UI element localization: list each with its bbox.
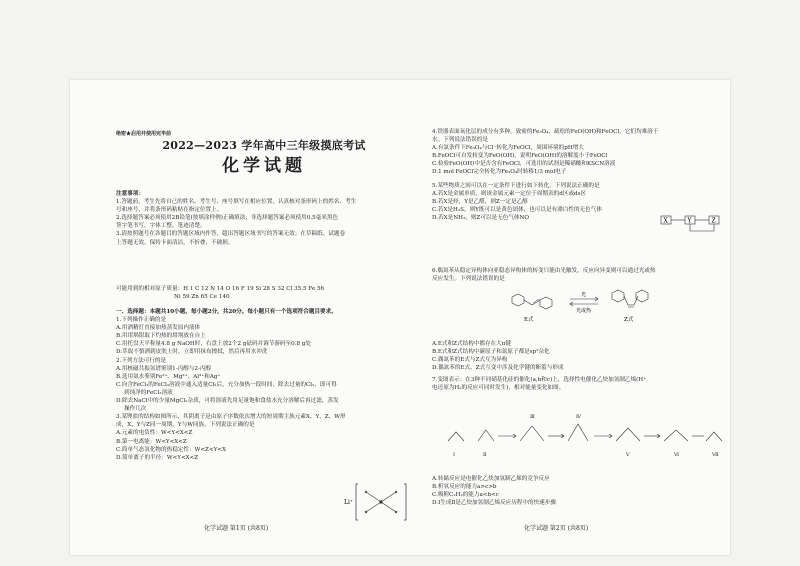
- note-line: 签字笔书写，字体工整、笔迹清楚。: [116, 223, 206, 230]
- question-line: 操作几次: [124, 406, 147, 413]
- atomic-mass-line: Ni 59 Zn 65 Ce 140: [174, 294, 230, 301]
- question-line: D.萃取不慎洒到皮肤上时，立即用抹布擦拭，然后再用水冲洗: [116, 349, 268, 356]
- question-line: B.选用氨水鉴别Fe²⁺、Mg²⁺、Al³⁺和Ag⁺: [116, 373, 221, 380]
- z-isomer-label: Z式: [624, 317, 634, 323]
- conversion-flow: [660, 214, 724, 234]
- flow-z: Z: [711, 217, 716, 225]
- page-footer-left: 化学试题 第1页 (共8页): [204, 525, 269, 532]
- option-line: C.偶氮苯的E式与Z式互为异构: [432, 357, 508, 364]
- azobenzene-diagram: [502, 285, 682, 335]
- question-7-options: [432, 475, 730, 507]
- question-line: C.向含FeCl₂的FeCl₃溶液中通入适量Cl₂后，充分加热一段时间，除去过量的Cl₂，即可得: [116, 381, 337, 388]
- option-line: D.1 mol FeOCl完全转化为Fe₃O₄时转移1/3 mol电子: [432, 169, 567, 176]
- question-line: 反应发生。下列说法错误的是: [432, 276, 505, 283]
- exam-sheet: [70, 80, 730, 555]
- question-line: B.第一电离能：W<Y<X<Z: [116, 438, 187, 445]
- flow-y: Y: [687, 217, 692, 225]
- question-line: 水。下列说法错误的是: [432, 137, 488, 144]
- question-line: 电还原为H₂的反应可同时发生)，相对能量变化如图。: [432, 385, 565, 392]
- section-one: [116, 308, 412, 462]
- option-line: D.偶氮苯的E式、Z式互变中涉及化学键的断裂与形成: [432, 365, 564, 372]
- option-line: D.Ⅰ生成Ⅱ是乙炔加氢制乙烯反应历程中的快速步骤: [432, 500, 556, 507]
- note-line: 上答题无效。保持卡面清洁，不折叠、不破损。: [116, 239, 234, 246]
- step-label: Ⅱ: [483, 452, 487, 458]
- step-label: Ⅶ: [712, 452, 719, 458]
- option-line: C.吸附C₂H₂的能力a<b<c: [432, 492, 499, 499]
- step-label: Ⅵ: [674, 452, 680, 458]
- lithium-salt-structure: [344, 480, 414, 524]
- question-line: 3.某锂盐的结构如图所示，其阴离子是由原子序数依次增大的短周期主族元素X、Y、Z、W形: [116, 414, 346, 421]
- question-line: 1.下列操作正确的是: [116, 317, 167, 324]
- question-line: D.除去NaCl中的少量MgCl₂杂质，可将溶液先用足量饱和食盐水充分溶解后再过滤，蒸发: [116, 398, 339, 405]
- atomic-masses: [116, 285, 412, 301]
- note-line: 3.请按照题号在各题目的答题区域内作答，超出答题区域书写的答案无效；在草稿纸、试题卷: [116, 231, 346, 238]
- notes: [116, 190, 412, 247]
- step-label: Ⅲ: [530, 414, 535, 420]
- question-4: [432, 128, 730, 177]
- subject-title: 化学试题: [222, 156, 306, 176]
- note-line: 1.答题前，考生先将自己的姓名、考生号、座号填写在相应位置，认真核对条形码上的姓名、考生: [116, 199, 357, 206]
- question-line: C.简单气态氢化物的热稳定性：W<Z<Y<X: [116, 446, 226, 453]
- step-label: Ⅳ: [576, 414, 581, 420]
- step-label: Ⅴ: [626, 452, 630, 458]
- note-line: 号和座号，并将条形码粘贴在指定位置上。: [116, 207, 223, 214]
- question-line: 2.下列方法可行的是: [116, 357, 167, 364]
- question-line: D.简单离子的半径：W<Y<X<Z: [116, 454, 199, 461]
- question-line: 5.某些物质之间可以在一定条件下进行如下转化，下列说法正确的是: [432, 183, 600, 189]
- option-line: B.FeOCl可自发转变为FeO(OH)，说明FeO(OH)的溶解度小于FeOCl: [432, 153, 608, 160]
- option-line: A.转储反应是电催化乙炔加氢制乙烯的竞争反应: [432, 476, 550, 482]
- question-line: 成，X、Y与Z同一周期，Y与W同族。下列说法正确的是: [116, 422, 255, 429]
- option-line: C.检验FeO(OH)中是否含有FeOCl，可选用的试剂是稀硝酸和KSCN溶液: [432, 161, 616, 168]
- question-line: 7.变图表示：在3种不同硝基化硅的催化(a,b和c)上，选择性电催化乙炔加氢制乙烯(H⁺: [432, 377, 647, 383]
- flow-x: X: [663, 217, 668, 225]
- mechanism-diagram: [438, 396, 728, 472]
- question-line: A.元素的电负性：W<Y<X<Z: [116, 430, 193, 437]
- note-line: 2.选择题答案必须使用2B铅笔(按填涂样例)正确填涂；非选择题答案必须使用0.5毫米黑色: [116, 215, 339, 222]
- question-line: B.用坩埚钳取下灼热的坩埚放在台上: [116, 333, 206, 340]
- question-7: [432, 376, 730, 392]
- question-line: 到纯净的FeCl₃溶液: [124, 389, 173, 396]
- section-heading: 一、选择题：本题共10小题，每小题2分，共20分。每小题只有一个选项符合题目要求。: [116, 309, 337, 315]
- question-line: A.用酒精灯直接加热蒸发皿内液体: [116, 325, 201, 332]
- question-line: C.用托盘天平称量4.8 g NaOH时，右盘上放2个2 g砝码并调节游码至0.8 g处: [116, 341, 311, 348]
- question-line: 4.铁器表面氧化层的成分有多种，致密的Fe₃O₄、疏松的FeO(OH)和FeOCl，它们均难溶于: [432, 129, 659, 135]
- option-line: B.析氢反应的能力a>c>b: [432, 484, 497, 491]
- question-6: [432, 267, 730, 283]
- secret-label: 绝密★启用并使用完毕前: [116, 131, 172, 137]
- lithium-ion-label: Li⁺: [344, 499, 354, 506]
- light-label: 光: [581, 292, 587, 298]
- question-line: A.用核磁共振氢谱鉴别1-丙醇与2-丙醇: [116, 365, 212, 372]
- light-or-heat-label: 光或热: [576, 308, 592, 314]
- page-footer-right: 化学试题 第2页 (共8页): [524, 525, 589, 532]
- e-isomer-label: E式: [524, 317, 534, 323]
- notes-title: 注意事项：: [116, 191, 144, 197]
- option-line: B.E式和Z式结构中碳原子和氮原子都是sp²杂化: [432, 349, 550, 356]
- option-line: A.有氯条件下Fe₃O₄与Cl⁻转化为FeOCl，周围环境的pH增大: [432, 145, 584, 152]
- option-line: A.若X是金属单质，则该金属元素一定位于周期表的d区或ds区: [432, 191, 587, 198]
- step-label: Ⅰ: [453, 452, 455, 458]
- question-line: 6.偶氮苯从稳定异构体向亚稳态异构体的转变只能由光触发，反应向异变则可以通过光或热: [432, 268, 656, 274]
- option-line: C.若X是H₂S，则Y既可以是黄色固体，也可以是有漂白性的无色气体: [432, 207, 602, 214]
- option-line: B.若X是烃，Y是乙醛，则Z一定是乙醇: [432, 199, 528, 206]
- option-line: D.若X是NH₃，则Z可以是无色气体NO: [432, 215, 529, 222]
- atomic-mass-line: 可能用到的相对原子质量：H 1 C 12 N 14 O 16 F 19 Si 28 S 32 Cl 35.5 Fe 56: [116, 286, 325, 292]
- option-line: A.E式和Z式结构中都存在大π键: [432, 341, 511, 347]
- question-6-options: [432, 340, 730, 372]
- exam-title: 2022—2023 学年高中三年级摸底考试: [162, 139, 366, 152]
